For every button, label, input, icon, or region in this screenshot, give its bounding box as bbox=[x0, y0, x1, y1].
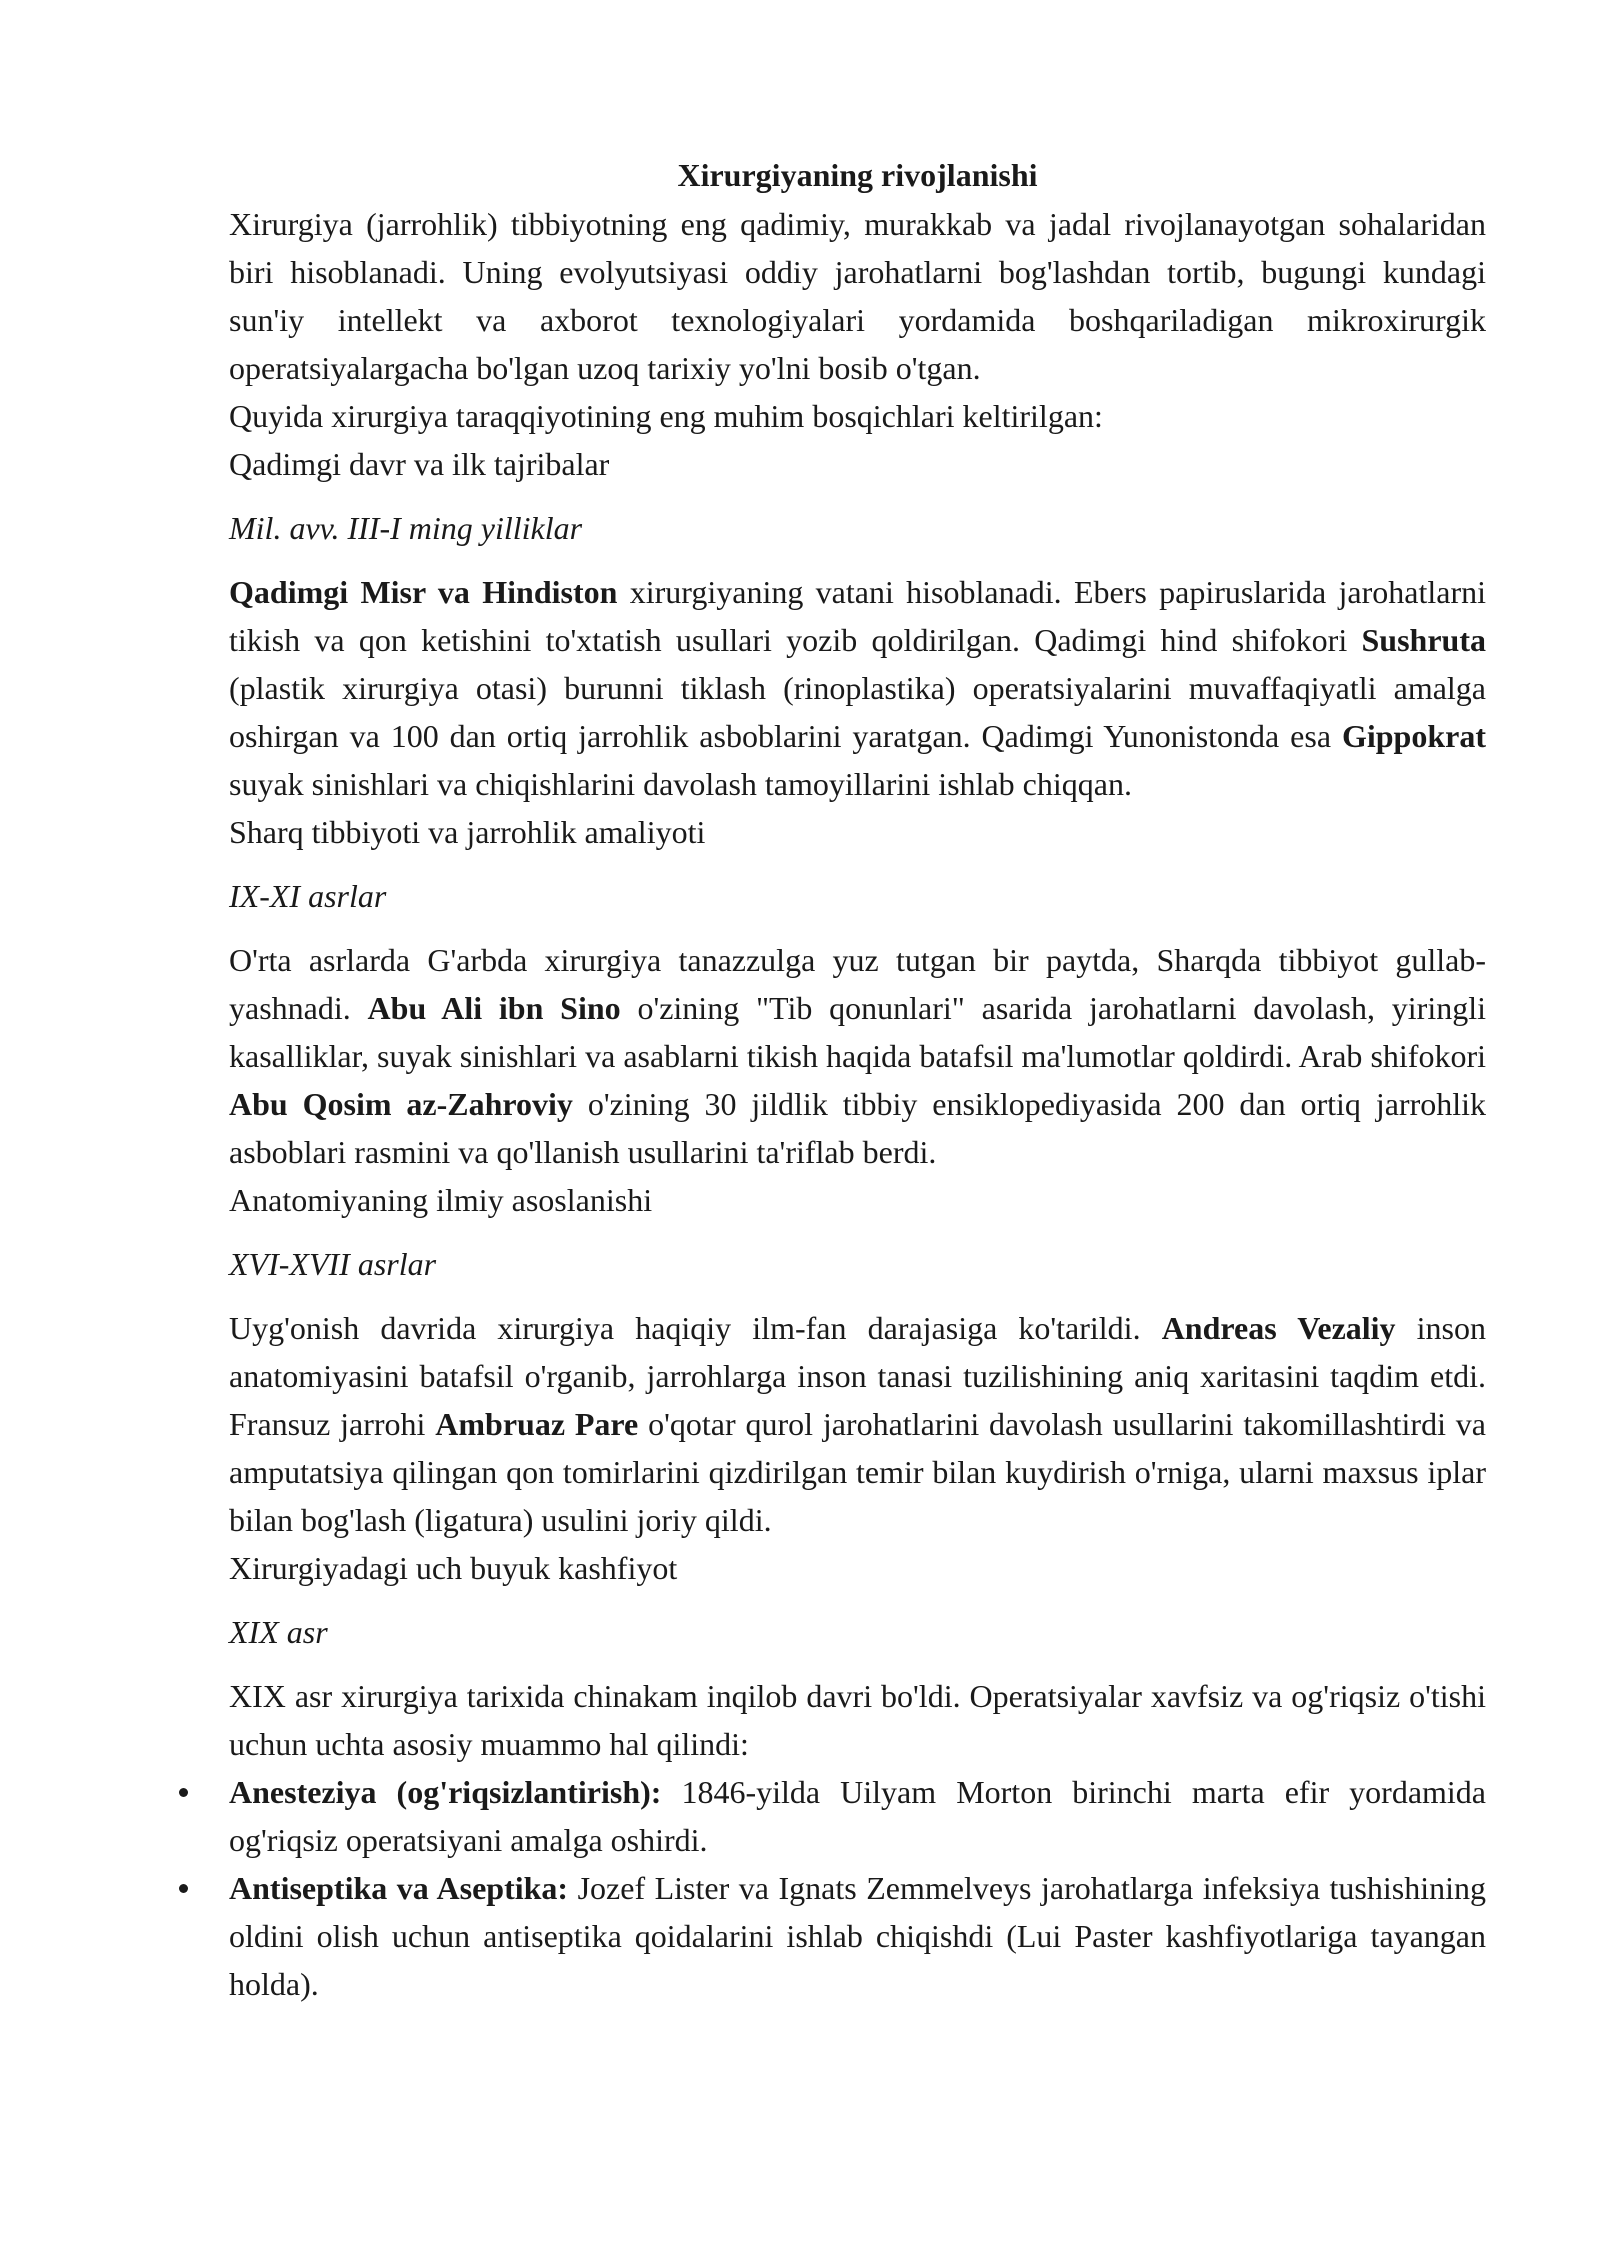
section-paragraph bbox=[229, 1672, 1486, 1768]
bold-term: Gippokrat bbox=[1341, 718, 1486, 754]
bold-term: Abu Qosim az-Zahroviy bbox=[229, 1086, 573, 1122]
bullet-list bbox=[229, 1768, 1486, 2008]
bullet-text: 1846-yilda Uilyam Morton birinchi marta efir yordamida og'riqsiz operatsiyani amalga oshirdi. bbox=[229, 1774, 1487, 1858]
bullet-text: Jozef Lister va Ignats Zemmelveys jarohatlarga infeksiya tushishining oldini olish uchun antiseptika qoidalarini ishlab chiqishdi (Lui Paster kashfiyotlariga tayangan holda). bbox=[229, 1870, 1487, 2002]
bold-term: Andreas Vezaliy bbox=[1161, 1310, 1396, 1346]
section-paragraph bbox=[229, 936, 1486, 1176]
paragraph-text: inson anatomiyasini batafsil o'rganib, jarrohlarga inson tanasi tuzilishining aniq xaritasini taqdim etdi. Fransuz jarrohi bbox=[229, 1310, 1487, 1442]
bold-term: Sushruta bbox=[1361, 622, 1486, 658]
intro-lead: Quyida xirurgiya taraqqiyotining eng muhim bosqichlari keltirilgan: bbox=[229, 398, 1103, 434]
paragraph-text: XIX asr xirurgiya tarixida chinakam inqilob davri bo'ldi. Operatsiyalar xavfsiz va og'riqsiz o'tishi uchun uchta asosiy muammo hal qilindi: bbox=[229, 1678, 1486, 1762]
bullet-term: Antiseptika va Aseptika: bbox=[229, 1870, 569, 1906]
bold-term: Qadimgi Misr va Hindiston bbox=[229, 574, 618, 610]
paragraph-text: o'zining "Tib qonunlari" asarida jarohatlarni davolash, yiringli kasalliklar, suyak sinishlari va asablarni tikish haqida batafsil ma'lumotlar qoldirdi. Arab shifokori bbox=[229, 990, 1487, 1074]
section-heading: Qadimgi davr va ilk tajribalar bbox=[229, 446, 610, 482]
section-heading: Sharq tibbiyoti va jarrohlik amaliyoti bbox=[229, 814, 706, 850]
paragraph-text: xirurgiyaning vatani hisoblanadi. Ebers papiruslarida jarohatlarni tikish va qon ketishini to'xtatish usullari yozib qoldirilgan. Qadimgi hind shifokori bbox=[229, 574, 1486, 658]
paragraph-text: (plastik xirurgiya otasi) burunni tiklash (rinoplastika) operatsiyalarini muvaffaqiyatli amalga oshirgan va 100 dan ortiq jarrohlik asboblarini yaratgan. Qadimgi Yunonistonda esa bbox=[229, 670, 1486, 754]
section-heading: Xirurgiyadagi uch buyuk kashfiyot bbox=[229, 1550, 678, 1586]
paragraph-text: O'rta asrlarda G'arbda xirurgiya tanazzulga yuz tutgan bir paytda, Sharqda tibbiyot gullab-yashnadi. bbox=[229, 942, 1486, 1026]
list-item bbox=[229, 1768, 1486, 1864]
section-paragraph bbox=[229, 568, 1486, 808]
section-period: XVI-XVII asrlar bbox=[229, 1246, 437, 1282]
paragraph-text: suyak sinishlari va chiqishlarini davolash tamoyillarini ishlab chiqqan. bbox=[229, 766, 1132, 802]
section-paragraph bbox=[229, 1304, 1486, 1544]
bullet-icon bbox=[179, 1884, 188, 1893]
paragraph-text: o'zining 30 jildlik tibbiy ensiklopediyasida 200 dan ortiq jarrohlik asboblari rasmini va qo'llanish usullarini ta'riflab berdi. bbox=[229, 1086, 1487, 1170]
intro-paragraph: Xirurgiya (jarrohlik) tibbiyotning eng qadimiy, murakkab va jadal rivojlanayotgan sohalaridan biri hisoblanadi. Uning evolyutsiyasi oddiy jarohatlarni bog'lashdan tortib, bugungi kundagi sun'iy intellekt va axborot texnologiyalari yordamida boshqariladigan mikroxirurgik operatsiyalargacha bo'lgan uzoq tarixiy yo'lni bosib o'tgan. bbox=[229, 206, 1486, 386]
document-body bbox=[229, 150, 1486, 2008]
list-item bbox=[229, 1864, 1486, 2008]
paragraph-text: Uyg'onish davrida xirurgiya haqiqiy ilm-fan darajasiga ko'tarildi. bbox=[229, 1310, 1162, 1346]
sections-container bbox=[229, 440, 1486, 2008]
paragraph-text: o'qotar qurol jarohatlarini davolash usullarini takomillashtirdi va amputatsiya qilingan qon tomirlarini qizdirilgan temir bilan kuydirish o'rniga, ularni maxsus iplar bilan bog'lash (ligatura) usulini joriy qildi. bbox=[229, 1406, 1487, 1538]
document-title: Xirurgiyaning rivojlanishi bbox=[677, 157, 1038, 193]
section-period: IX-XI asrlar bbox=[229, 878, 387, 914]
bold-term: Abu Ali ibn Sino bbox=[367, 990, 621, 1026]
bullet-icon bbox=[179, 1788, 188, 1797]
section-period: Mil. avv. III-I ming yilliklar bbox=[229, 510, 583, 546]
bullet-term: Anesteziya (og'riqsizlantirish): bbox=[229, 1774, 662, 1810]
section-heading: Anatomiyaning ilmiy asoslanishi bbox=[229, 1182, 653, 1218]
bold-term: Ambruaz Pare bbox=[435, 1406, 639, 1442]
section-period: XIX asr bbox=[229, 1614, 328, 1650]
